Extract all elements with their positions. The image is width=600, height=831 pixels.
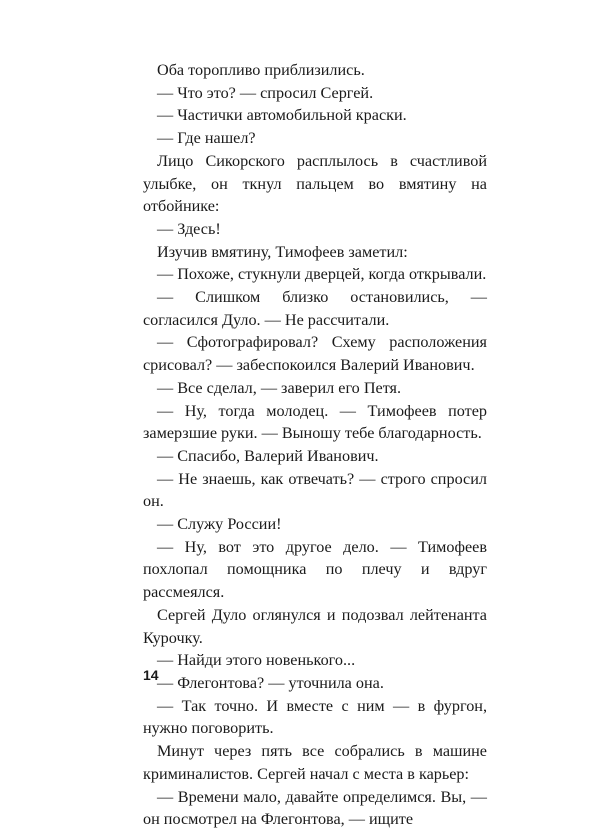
paragraph: — Ну, вот это другое дело. — Тимофеев похлопал помощника по плечу и вдруг рассмеялся.: [143, 537, 487, 602]
paragraph: — Где нашел?: [157, 129, 256, 148]
paragraph: Сергей Дуло оглянулся и подозвал лейтенанта Курочку.: [143, 605, 487, 647]
paragraph: — Служу России!: [157, 515, 282, 534]
paragraph: — Что это? — спросил Сергей.: [157, 83, 374, 102]
body-text: [143, 59, 487, 831]
paragraph: Минут через пять все собрались в машине криминалистов. Сергей начал с места в карьер:: [143, 742, 487, 783]
paragraph: — Здесь!: [157, 219, 221, 238]
paragraph: — Все сделал, — заверил его Петя.: [157, 378, 402, 397]
page-number: 14: [143, 667, 159, 683]
paragraph: — Флегонтова? — уточнила она.: [157, 673, 384, 692]
paragraph: — Не знаешь, как отвечать? — строго спросил он.: [143, 469, 487, 511]
paragraph: — Похоже, стукнули дверцей, когда открывали.: [157, 265, 487, 284]
paragraph: — Слишком близко остановились, — согласился Дуло. — Не рассчитали.: [143, 288, 487, 329]
paragraph: Изучив вмятину, Тимофеев заметил:: [157, 242, 408, 261]
paragraph: — Частички автомобильной краски.: [157, 106, 407, 125]
paragraph: — Времени мало, давайте определимся. Вы, — он посмотрел на Флегонтова, — ищите: [143, 787, 487, 829]
paragraph: — Ну, тогда молодец. — Тимофеев потер замерзшие руки. — Выношу тебе благодарность.: [143, 401, 487, 443]
paragraph: — Так точно. И вместе с ним — в фургон, нужно поговорить.: [143, 696, 487, 738]
paragraph: — Сфотографировал? Схему расположения срисовал? — забеспокоился Валерий Иванович.: [143, 333, 487, 375]
paragraph: — Спасибо, Валерий Иванович.: [157, 446, 379, 465]
paragraph: — Найди этого новенького...: [157, 651, 356, 670]
paragraph: Лицо Сикорского расплылось в счастливой улыбке, он ткнул пальцем во вмятину на отбойнике:: [143, 151, 487, 216]
paragraph: Оба торопливо приблизились.: [157, 61, 365, 79]
